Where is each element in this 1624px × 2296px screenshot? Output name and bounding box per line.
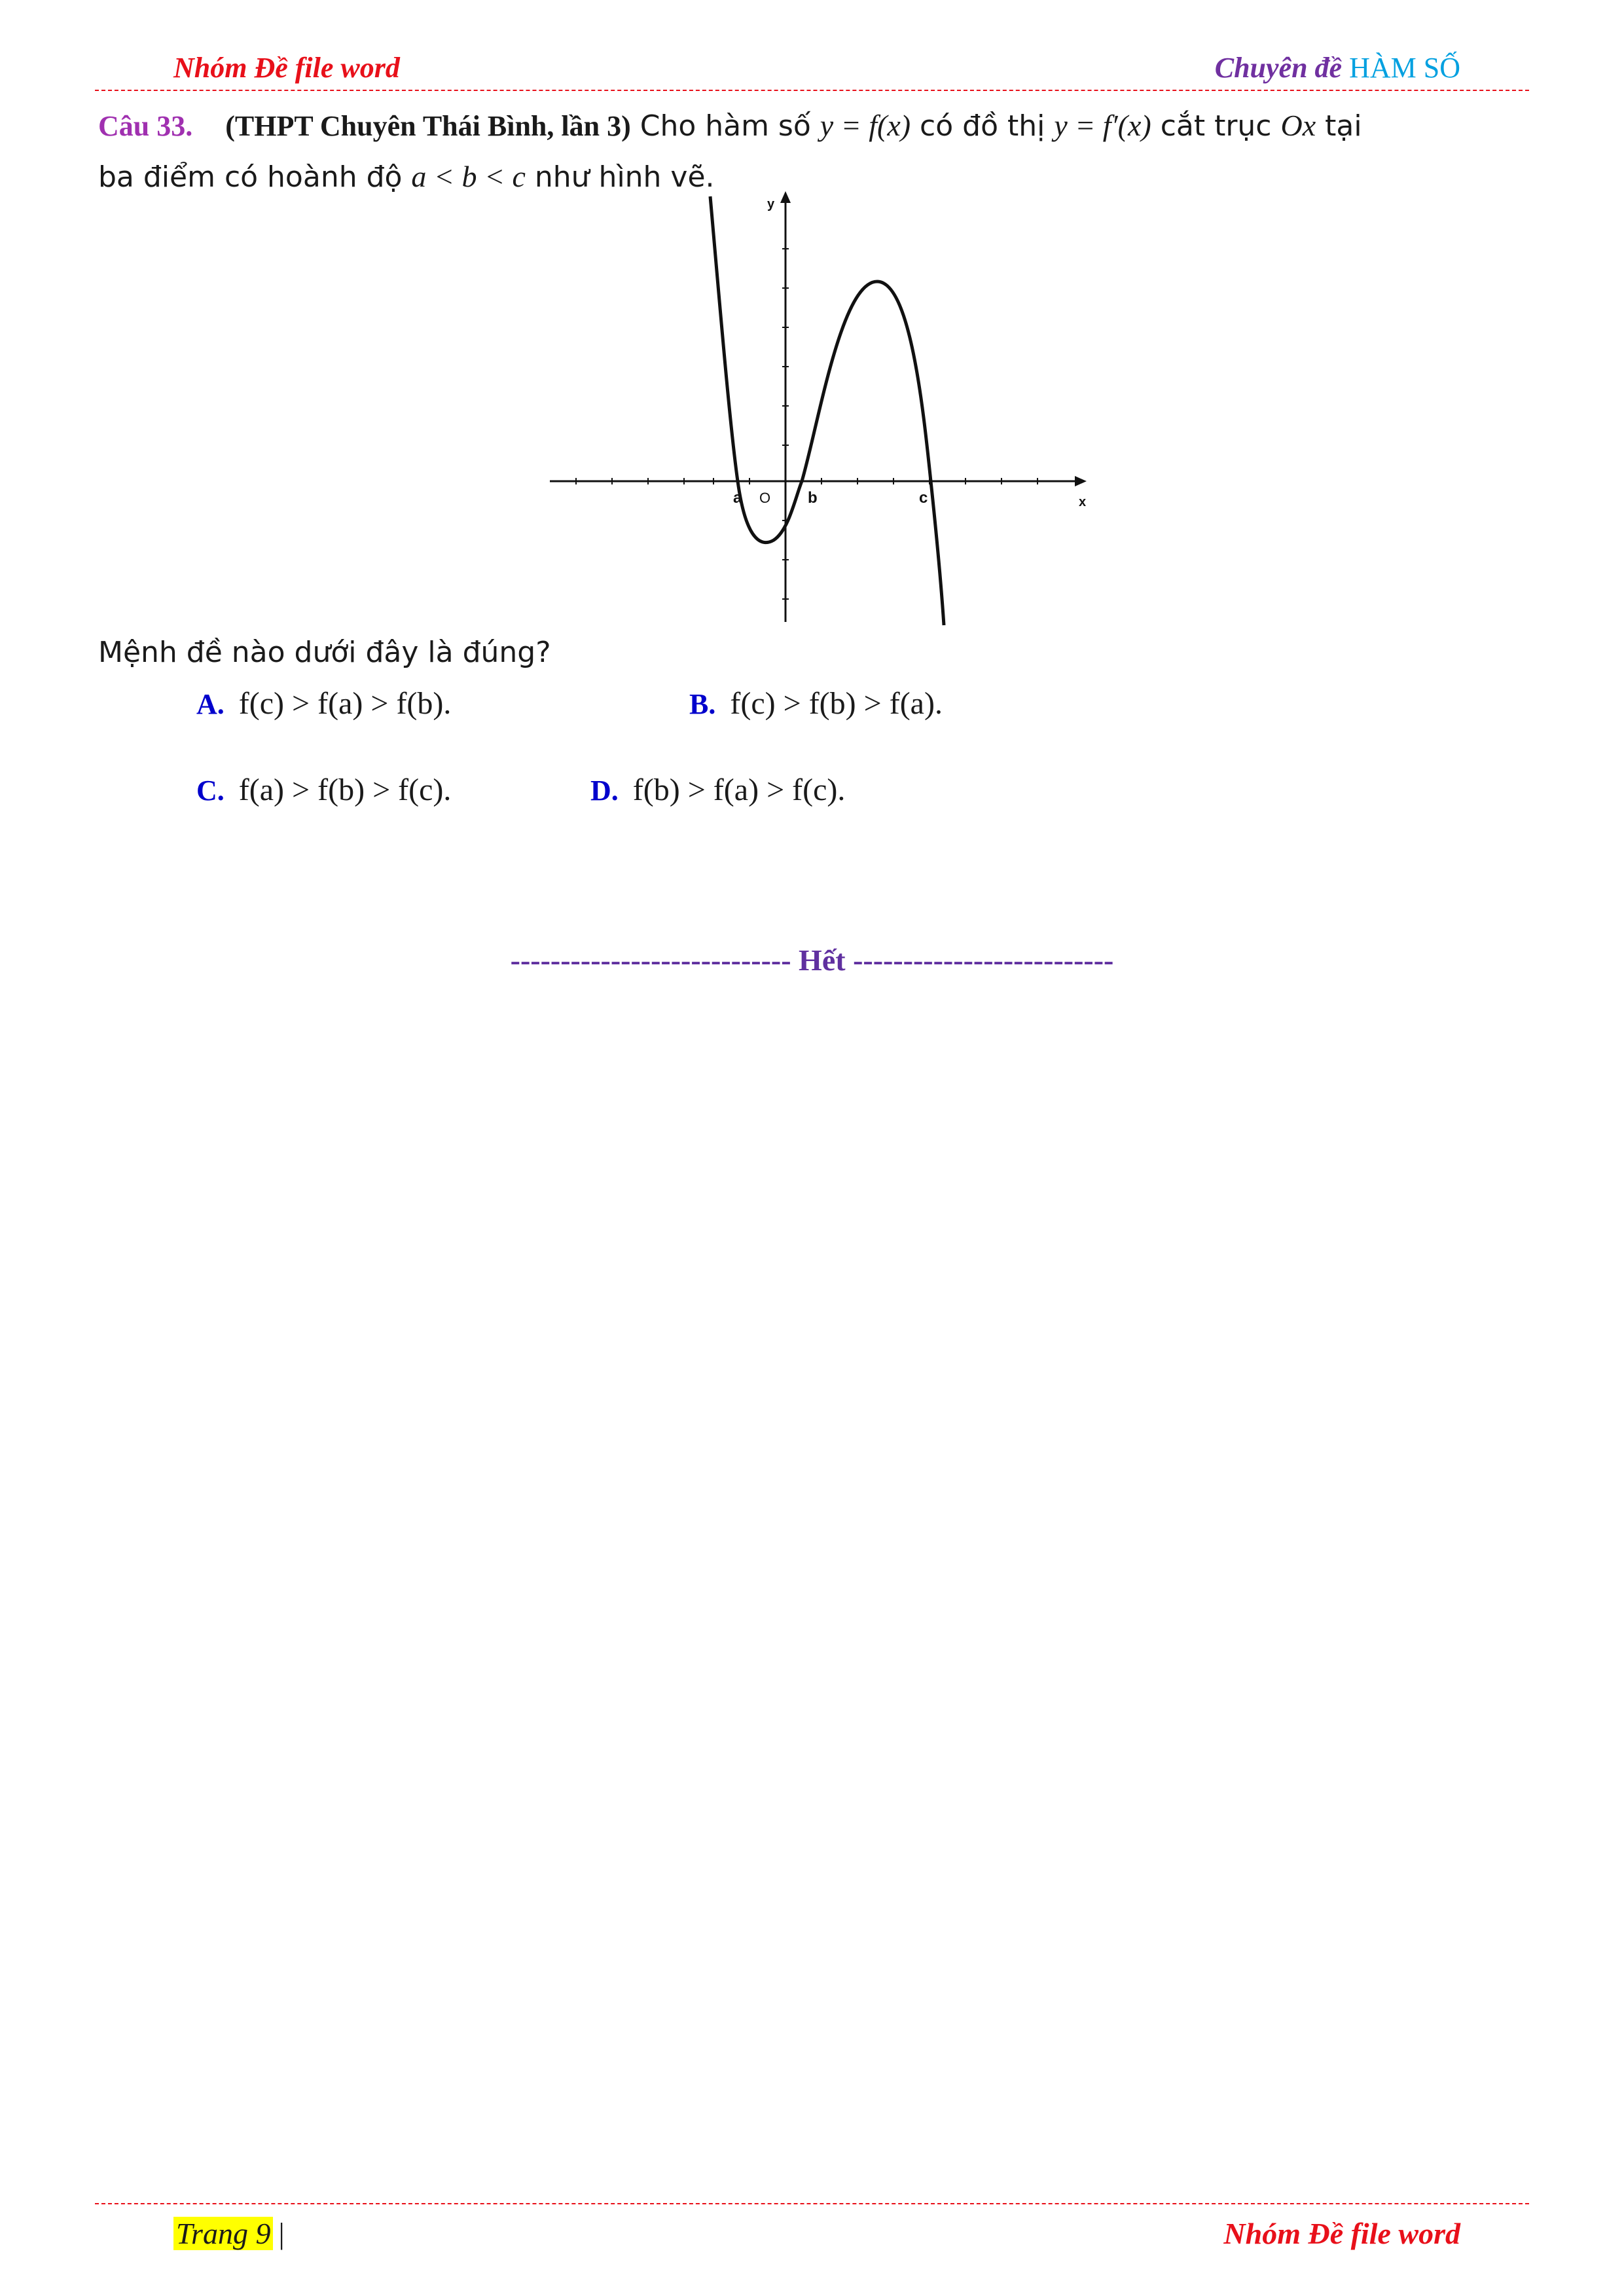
header-title-left: Nhóm Đề file word	[173, 52, 400, 84]
header-divider	[95, 90, 1529, 91]
question-prompt: Mệnh đề nào dưới đây là đúng?	[98, 636, 551, 669]
question-math-3: Ox	[1280, 109, 1316, 142]
y-axis-arrow	[780, 191, 791, 203]
root-label-b: b	[808, 489, 818, 507]
root-label-a: a	[733, 489, 742, 507]
root-label-c: c	[919, 489, 928, 507]
option-a-value: f(c) > f(a) > f(b).	[238, 686, 452, 721]
end-marker: ---------------------------- Hết --------------------------	[510, 943, 1114, 977]
question-line2-text: ba điểm có hoành độ	[98, 160, 412, 194]
option-b[interactable]	[689, 683, 943, 725]
option-d-label: D.	[590, 774, 619, 807]
question-source: (THPT Chuyên Thái Bình, lần 3)	[225, 110, 631, 142]
question-text-3: cắt trục	[1151, 109, 1281, 143]
y-axis-label: y	[767, 197, 775, 211]
question-line2-math: a < b < c	[411, 160, 526, 193]
option-b-value: f(c) > f(b) > f(a).	[730, 686, 943, 721]
question-math-2: y = f′(x)	[1054, 109, 1151, 142]
derivative-curve	[710, 196, 944, 625]
question-text-1: Cho hàm số	[630, 109, 820, 143]
footer-page	[173, 2216, 285, 2251]
option-d[interactable]	[590, 769, 845, 812]
question-text-4: tại	[1316, 109, 1362, 143]
header-title-right	[1215, 51, 1460, 84]
origin-label: O	[759, 490, 771, 506]
option-d-value: f(b) > f(a) > f(c).	[632, 773, 846, 807]
question-line2-end: như hình vẽ.	[525, 160, 715, 194]
header-topic-accent: HÀM SỐ	[1349, 52, 1460, 84]
header-topic-prefix: Chuyên đề	[1214, 52, 1350, 84]
footer-title-right: Nhóm Đề file word	[1223, 2217, 1460, 2250]
question-line-1	[98, 105, 1532, 147]
footer-divider	[95, 2203, 1529, 2204]
option-c-value: f(a) > f(b) > f(c).	[238, 773, 452, 807]
option-b-label: B.	[689, 688, 716, 720]
option-c-label: C.	[196, 774, 225, 807]
page-number: Trang 9	[173, 2217, 273, 2250]
x-axis-label: x	[1079, 495, 1087, 509]
question-number: Câu 33.	[98, 110, 193, 142]
option-a-label: A.	[196, 688, 225, 720]
option-a[interactable]	[196, 683, 451, 725]
question-text-2: có đồ thị	[911, 109, 1055, 143]
derivative-graph	[543, 190, 1106, 635]
x-axis-arrow	[1075, 476, 1087, 486]
footer-separator: |	[278, 2217, 285, 2250]
option-c[interactable]	[196, 769, 451, 812]
question-math-1: y = f(x)	[820, 109, 911, 142]
